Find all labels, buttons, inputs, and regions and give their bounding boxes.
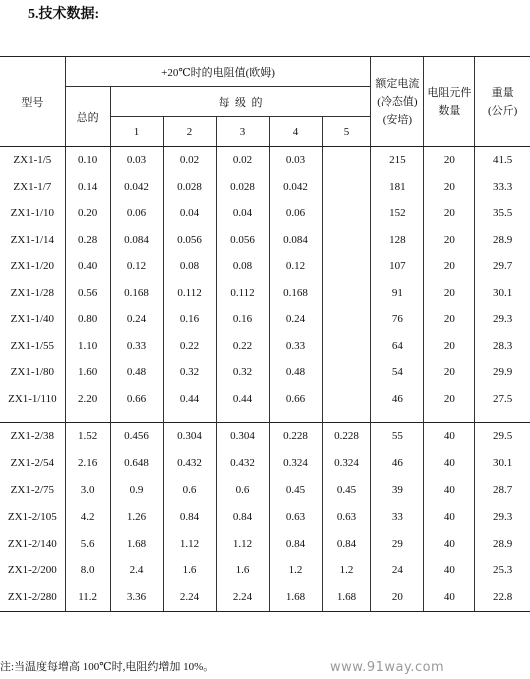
cell-weight: 29.9 (475, 359, 530, 386)
table-row (0, 557, 530, 584)
table-row (0, 253, 530, 280)
table-row (0, 333, 530, 360)
cell-model: ZX1-1/20 (10, 260, 55, 273)
cell-s1: 0.06 (110, 200, 163, 227)
cell-s4: 0.24 (269, 306, 322, 333)
cell-s2: 0.32 (163, 359, 216, 386)
cell-model: ZX1-1/10 (10, 207, 55, 220)
cell-s2: 0.16 (163, 306, 216, 333)
cell-model: ZX1-1/80 (10, 366, 55, 379)
cell-s2: 0.028 (163, 174, 216, 201)
cell-total: 8.0 (65, 557, 110, 584)
cell-count: 20 (424, 333, 475, 360)
cell-total: 11.2 (65, 584, 110, 611)
cell-count: 40 (424, 423, 475, 450)
cell-model: ZX1-1/55 (10, 339, 55, 352)
cell-total: 0.10 (65, 147, 110, 174)
cell-s5 (322, 253, 371, 280)
cell-count: 20 (424, 147, 475, 174)
cell-model: ZX1-2/140 (7, 537, 57, 550)
cell-s5: 1.2 (322, 557, 371, 584)
table-row (0, 584, 530, 611)
cell-model: ZX1-2/280 (0, 584, 65, 611)
cell-current: 91 (371, 280, 424, 307)
cell-s4: 1.2 (269, 557, 322, 584)
cell-s5: 0.63 (322, 503, 371, 530)
cell-current: 64 (371, 333, 424, 360)
group-spacer (0, 412, 530, 423)
cell-s1: 0.084 (110, 227, 163, 254)
cell-s2: 0.04 (163, 200, 216, 227)
cell-current: 128 (371, 227, 424, 254)
cell-s5: 0.84 (322, 530, 371, 557)
cell-current: 46 (371, 450, 424, 477)
cell-weight: 30.1 (475, 450, 530, 477)
table-row (0, 306, 530, 333)
cell-s2: 1.12 (163, 530, 216, 557)
table-row (0, 477, 530, 504)
cell-model: ZX1-2/200 (7, 564, 57, 577)
cell-count: 20 (424, 359, 475, 386)
cell-total: 2.20 (65, 386, 110, 413)
cell-weight: 28.9 (475, 227, 530, 254)
cell-s4: 0.12 (269, 253, 322, 280)
cell-count: 20 (424, 306, 475, 333)
cell-s2: 2.24 (163, 584, 216, 611)
cell-current: 215 (371, 147, 424, 174)
cell-s4: 0.042 (269, 174, 322, 201)
cell-s3: 0.32 (216, 359, 269, 386)
cell-s3: 1.6 (216, 557, 269, 584)
cell-current: 24 (371, 557, 424, 584)
cell-s1: 0.9 (110, 477, 163, 504)
cell-model: ZX1-1/40 (10, 313, 55, 326)
cell-total: 1.52 (65, 423, 110, 450)
cell-weight: 28.3 (475, 333, 530, 360)
cell-s3: 1.12 (216, 530, 269, 557)
cell-s3: 0.22 (216, 333, 269, 360)
cell-s1: 0.03 (110, 147, 163, 174)
cell-s3: 0.44 (216, 386, 269, 413)
cell-s5: 0.324 (322, 450, 371, 477)
cell-total: 1.60 (65, 359, 110, 386)
cell-s1: 3.36 (110, 584, 163, 611)
cell-count: 40 (424, 557, 475, 584)
section-title: 5.技术数据: (28, 7, 100, 22)
cell-s2: 0.432 (163, 450, 216, 477)
cell-count: 20 (424, 174, 475, 201)
cell-s4: 0.228 (269, 423, 322, 450)
cell-count: 20 (424, 386, 475, 413)
cell-s2: 0.02 (163, 147, 216, 174)
cell-s2: 0.08 (163, 253, 216, 280)
cell-count: 20 (424, 200, 475, 227)
cell-current: 76 (371, 306, 424, 333)
col-header-stage-5: 5 (322, 117, 371, 147)
cell-current: 20 (371, 584, 424, 611)
cell-s4: 0.06 (269, 200, 322, 227)
cell-s5 (322, 174, 371, 201)
cell-model: ZX1-2/38 (0, 423, 65, 450)
cell-s3: 0.16 (216, 306, 269, 333)
cell-weight: 29.7 (475, 253, 530, 280)
cell-total: 0.80 (65, 306, 110, 333)
cell-weight: 29.5 (475, 423, 530, 450)
cell-s5 (322, 359, 371, 386)
cell-s5: 0.228 (322, 423, 371, 450)
cell-s3: 0.304 (216, 423, 269, 450)
col-header-stage-4: 4 (269, 117, 322, 147)
cell-s2: 0.22 (163, 333, 216, 360)
cell-weight: 35.5 (475, 200, 530, 227)
cell-weight: 22.8 (475, 584, 530, 611)
cell-s1: 1.68 (110, 530, 163, 557)
col-header-per-stage: 每 级 的 (110, 87, 371, 117)
table-row (0, 280, 530, 307)
cell-model: ZX1-1/14 (10, 233, 55, 246)
cell-count: 40 (424, 450, 475, 477)
cell-current: 54 (371, 359, 424, 386)
cell-model: ZX1-2/105 (7, 510, 57, 523)
cell-weight: 29.3 (475, 503, 530, 530)
cell-s4: 0.45 (269, 477, 322, 504)
cell-weight: 27.5 (475, 386, 530, 413)
cell-s1: 0.66 (110, 386, 163, 413)
cell-s5 (322, 333, 371, 360)
table-row (0, 359, 530, 386)
cell-s1: 0.24 (110, 306, 163, 333)
cell-s5: 0.45 (322, 477, 371, 504)
cell-current: 152 (371, 200, 424, 227)
cell-weight: 28.9 (475, 530, 530, 557)
cell-s1: 0.33 (110, 333, 163, 360)
cell-count: 40 (424, 530, 475, 557)
cell-s4: 0.33 (269, 333, 322, 360)
table-row (0, 147, 530, 174)
cell-weight: 30.1 (475, 280, 530, 307)
cell-s2: 0.112 (163, 280, 216, 307)
table-row (0, 227, 530, 254)
cell-s4: 0.63 (269, 503, 322, 530)
cell-s1: 2.4 (110, 557, 163, 584)
cell-current: 33 (371, 503, 424, 530)
cell-s3: 0.056 (216, 227, 269, 254)
table-row (0, 530, 530, 557)
cell-total: 0.56 (65, 280, 110, 307)
cell-current: 29 (371, 530, 424, 557)
col-header-total: 总的 (65, 87, 110, 147)
cell-model: ZX1-1/110 (8, 392, 57, 405)
cell-current: 55 (371, 423, 424, 450)
cell-current: 107 (371, 253, 424, 280)
cell-count: 40 (424, 477, 475, 504)
cell-total: 2.16 (65, 450, 110, 477)
cell-s1: 0.042 (110, 174, 163, 201)
cell-total: 3.0 (65, 477, 110, 504)
table-row (0, 200, 530, 227)
cell-s5 (322, 227, 371, 254)
cell-s3: 0.04 (216, 200, 269, 227)
col-header-weight: 重量 (公斤) (475, 57, 530, 147)
cell-s3: 0.02 (216, 147, 269, 174)
cell-s3: 0.08 (216, 253, 269, 280)
cell-current: 181 (371, 174, 424, 201)
cell-s4: 1.68 (269, 584, 322, 611)
cell-current: 46 (371, 386, 424, 413)
cell-s1: 0.48 (110, 359, 163, 386)
cell-s5: 1.68 (322, 584, 371, 611)
table-row (0, 174, 530, 201)
cell-model: ZX1-1/28 (10, 286, 55, 299)
cell-weight: 28.7 (475, 477, 530, 504)
cell-s5 (322, 280, 371, 307)
cell-s1: 0.456 (110, 423, 163, 450)
cell-s2: 0.44 (163, 386, 216, 413)
cell-s4: 0.84 (269, 530, 322, 557)
cell-count: 20 (424, 227, 475, 254)
cell-total: 5.6 (65, 530, 110, 557)
cell-model: ZX1-2/75 (10, 483, 55, 496)
table-row (0, 386, 530, 413)
cell-s1: 0.648 (110, 450, 163, 477)
col-header-rated-current: 额定电流 (冷态值) (安培) (371, 57, 424, 147)
cell-s2: 0.84 (163, 503, 216, 530)
cell-s3: 0.6 (216, 477, 269, 504)
col-header-resistance: +20℃时的电阻值(欧姆) (65, 57, 371, 87)
cell-weight: 41.5 (475, 147, 530, 174)
cell-s3: 0.028 (216, 174, 269, 201)
cell-s1: 1.26 (110, 503, 163, 530)
cell-s2: 1.6 (163, 557, 216, 584)
cell-total: 0.40 (65, 253, 110, 280)
col-header-stage-1: 1 (110, 117, 163, 147)
cell-total: 4.2 (65, 503, 110, 530)
cell-s5 (322, 200, 371, 227)
cell-s4: 0.48 (269, 359, 322, 386)
cell-weight: 25.3 (475, 557, 530, 584)
cell-total: 0.20 (65, 200, 110, 227)
cell-model: ZX1-1/7 (13, 180, 52, 193)
cell-s3: 0.112 (216, 280, 269, 307)
cell-total: 0.28 (65, 227, 110, 254)
cell-s4: 0.66 (269, 386, 322, 413)
cell-s1: 0.12 (110, 253, 163, 280)
cell-s1: 0.168 (110, 280, 163, 307)
watermark: www.91way.com (330, 660, 445, 675)
cell-count: 20 (424, 280, 475, 307)
cell-current: 39 (371, 477, 424, 504)
cell-s4: 0.324 (269, 450, 322, 477)
col-header-stage-2: 2 (163, 117, 216, 147)
cell-s4: 0.084 (269, 227, 322, 254)
cell-s3: 0.432 (216, 450, 269, 477)
cell-total: 1.10 (65, 333, 110, 360)
footnote: 注:当温度每增高 100℃时,电阻约增加 10%。 (0, 661, 215, 673)
cell-s4: 0.168 (269, 280, 322, 307)
cell-count: 40 (424, 503, 475, 530)
cell-s3: 0.84 (216, 503, 269, 530)
cell-count: 40 (424, 584, 475, 611)
table-row (0, 423, 530, 450)
table-row (0, 450, 530, 477)
table-row (0, 503, 530, 530)
col-header-model: 型号 (0, 57, 65, 147)
cell-model: ZX1-1/5 (13, 154, 52, 167)
col-header-stage-3: 3 (216, 117, 269, 147)
cell-s5 (322, 386, 371, 413)
cell-weight: 33.3 (475, 174, 530, 201)
cell-count: 20 (424, 253, 475, 280)
cell-s5 (322, 147, 371, 174)
cell-model: ZX1-2/54 (10, 457, 55, 470)
cell-s2: 0.304 (163, 423, 216, 450)
col-header-element-count: 电阻元件 数量 (424, 57, 475, 147)
cell-s5 (322, 306, 371, 333)
cell-s2: 0.6 (163, 477, 216, 504)
cell-total: 0.14 (65, 174, 110, 201)
cell-s3: 2.24 (216, 584, 269, 611)
cell-s4: 0.03 (269, 147, 322, 174)
tech-data-table (0, 56, 530, 612)
cell-s2: 0.056 (163, 227, 216, 254)
cell-weight: 29.3 (475, 306, 530, 333)
